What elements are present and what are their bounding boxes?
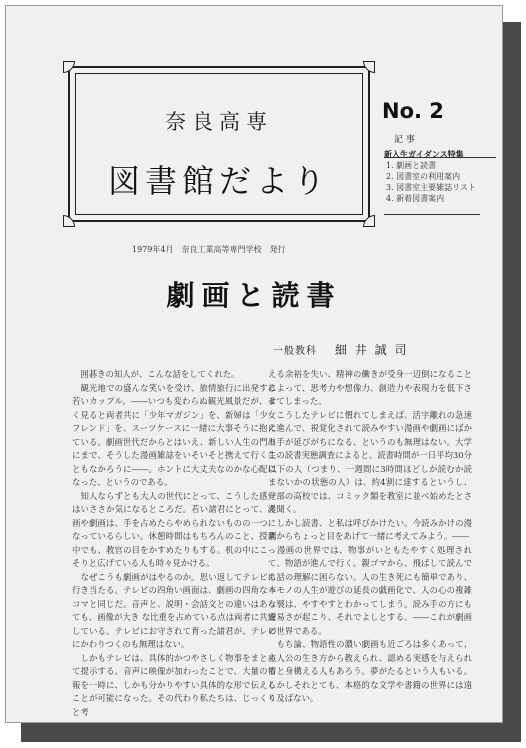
toc-item: 3. 図書室主要雑誌リスト xyxy=(386,183,477,192)
school-name: 奈良高専 xyxy=(165,110,273,134)
paragraph: しかもテレビは、具体的かつやさしく物事をまとめて提示する。音声に映像が加わったことで、大量の情報を一時に、しかも分かりやすい具体的な形で伝えることが可能になった。その代わり私たちは、じっくりと考 xyxy=(72,652,276,717)
toc-bottom-rule xyxy=(384,214,480,215)
article-column-left xyxy=(72,368,276,717)
frame-corner-ornament xyxy=(363,61,375,73)
newsletter-title: 図書館だより xyxy=(107,162,330,200)
paragraph: 漫画の世界では、物事がいともたやすく処理されて、物語が進んで行く。親ゴマから、飛ばして読んでも話の理解に困らない。人の生き死にも簡単であり、本モノの人生が遊びの延長の戯画化で、人の心の複雑な襞は、やすやすとわかってしまう。読み手の方にも安易さが起こり、それでよしとする。――これが劇画の世界である。 xyxy=(268,544,472,636)
toc-item: 1. 劇画と読書 xyxy=(386,161,437,170)
paragraph: 観光地での盛んな笑いを受け、旅情旅行に出発する若いカップル。――いつも変わらぬ観光風景だが、よく見ると両者共に「少年マガジン」を、新婦は「少女フレンド」を、スーツケースに一緒に大事そうに抱えている。劇画世代だからとはいえ、新しい人生の門出にまで、そうした漫画雑誌をいそいそと携えて行くこともなかろうに――。ホントに大丈夫なのかな心配になった、というのである。 xyxy=(72,382,276,487)
paragraph: 囲碁きの知人が、こんな話をしてくれた。 xyxy=(72,369,240,379)
frame-corner-ornament xyxy=(63,61,75,73)
frame-corner-ornament xyxy=(63,215,75,227)
newsletter-page xyxy=(5,5,503,723)
masthead-frame xyxy=(68,66,370,222)
table-of-contents xyxy=(384,149,498,204)
author-byline xyxy=(273,341,408,358)
author-name: 細 井 誠 司 xyxy=(335,343,409,357)
contents-label: 記 事 xyxy=(394,135,415,145)
paragraph: なぜこうも劇画がはやるのか。思い返してテレビに行き当たる。テレビの四角い画面は、劇画の四角な一コマと同じだ。音声と、説明・会話文との違いはあっても、画像が大き な比重を占めている点は両者に共通している。テレビにお守されて育った諸君が、テレビにかわりつくのも無理はない。 xyxy=(72,571,276,649)
toc-list xyxy=(384,160,498,204)
publication-line: 1979年4月 奈良工業高等専門学校 発行 xyxy=(132,245,286,254)
toc-item: 2. 図書室の利用案内 xyxy=(386,172,461,181)
toc-item: 4. 新着図書案内 xyxy=(386,194,445,203)
author-role: 一般教科 xyxy=(273,346,317,357)
paragraph: える余裕を失い、精神の働きが受身一辺倒になることによって、思考力や想像力、創造力や表現力を低下させてしまった。 xyxy=(268,369,472,406)
article-column-right xyxy=(268,368,472,703)
paragraph: 知人ならずとも大人の世代にとって、こうした感覚はいささか気になるところだ。若い諸君にとって、漫画や劇画は、手を占めたらやめられないものの一つになっているらしい。休憩時間はもちろんのこと、授業中でも、教官の目をかすめたりもする。机の中にこっそりと広げている人も時々見かける。 xyxy=(72,490,276,568)
paragraph: しかし読書、と私は呼びかけたい。今読みかけの漫画からちょっと目をあげて一緒に考えてみよう。―― xyxy=(268,517,472,541)
issue-number: No. 2 xyxy=(382,99,444,123)
frame-corner-ornament xyxy=(363,215,375,227)
paragraph: こうしたテレビに慣れてしまえば、活字離れの急速に進んで、視覚化されて読みやすい漫画や劇画にばかり手が延びがちになる、というのも無理はない。大学生の読書実態調査によると、読書時間が一日平均30分以下の人（つまり、一週間に3時間ほどしか読むか読まないかの状態の人）は、約4割に達するというし、一部の高校では、コミック類を教室に並べ始めたとさえ聞く。 xyxy=(268,409,472,514)
toc-heading: 新入生ガイダンス特集 xyxy=(384,149,464,159)
paragraph: もち論、物語性の濃い劇画も近ごろは多くあって、主人公の生き方から教えられ、認める実感を与えられると身構える人もあろう。夢がたるという人もいる。しかしそれとても、本格的な文学や書籍の世界には遠く及ばない。 xyxy=(268,639,472,703)
article-headline: 劇画と読書 xyxy=(166,279,342,312)
